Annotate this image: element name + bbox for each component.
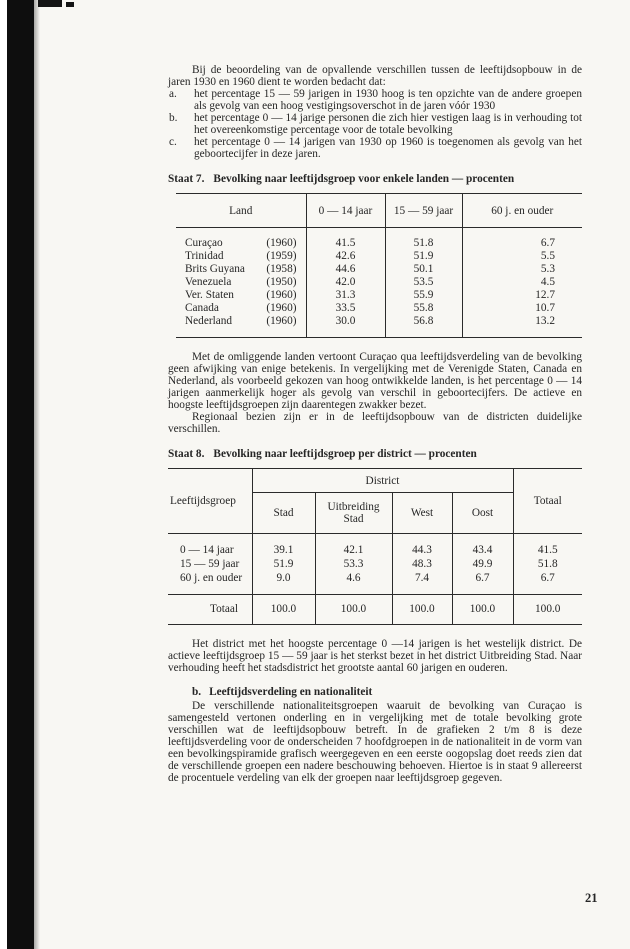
cell-value: 12.7	[462, 289, 582, 302]
land-year: (1960)	[266, 302, 297, 314]
cell-value: 55.9	[385, 289, 462, 302]
list-item-label: c.	[169, 136, 177, 148]
table-row	[176, 315, 582, 338]
land-name: Nederland	[185, 315, 233, 327]
staat7-title	[168, 173, 582, 185]
cell-value: 43.4	[452, 534, 513, 558]
cell-value: 6.7	[452, 571, 513, 595]
cell-value: 33.5	[306, 302, 385, 315]
column-header-land: Land	[176, 194, 306, 228]
list-item-text: het percentage 15 — 59 jarigen in 1930 hoog is ten opzichte van de andere groepen als gevolg van een hoog vestigingsoverschot in de jaren vóór 1930	[194, 88, 582, 112]
cell-value: 10.7	[462, 302, 582, 315]
cell-value: 41.5	[513, 534, 582, 558]
cell-value: 56.8	[385, 315, 462, 338]
list-item-c	[168, 136, 582, 160]
cell-rowlabel: 0 — 14 jaar	[180, 544, 234, 556]
cell-value: 31.3	[306, 289, 385, 302]
cell-value: 100.0	[315, 595, 392, 625]
table-row	[168, 557, 582, 571]
list-item-text: het percentage 0 — 14 jarige personen die zich hier vestigen laag is in verhouding tot het overeenkomstige percentage voor de totale bevolking	[194, 112, 582, 136]
column-header-totaal: Totaal	[513, 469, 582, 534]
land-year: (1950)	[266, 276, 297, 288]
table-row	[176, 228, 582, 251]
cell-value: 44.3	[392, 534, 452, 558]
column-header-oost: Oost	[452, 493, 513, 534]
land-year: (1960)	[266, 237, 297, 249]
column-header-0-14: 0 — 14 jaar	[306, 194, 385, 228]
table-row	[176, 250, 582, 263]
table-row	[176, 276, 582, 289]
list-item-b	[168, 112, 582, 136]
table-row	[168, 534, 582, 558]
cell-value: 5.5	[462, 250, 582, 263]
table-row	[176, 289, 582, 302]
cell-value: 30.0	[306, 315, 385, 338]
land-year: (1960)	[266, 289, 297, 301]
land-name: Canada	[185, 302, 219, 314]
cell-value: 100.0	[452, 595, 513, 625]
land-name: Ver. Staten	[185, 289, 234, 301]
intro-list	[168, 88, 582, 160]
cell-value: 42.1	[315, 534, 392, 558]
cell-value: 51.9	[385, 250, 462, 263]
cell-value: 51.8	[513, 557, 582, 571]
cell-value: 53.5	[385, 276, 462, 289]
page-number: 21	[585, 891, 598, 905]
cell-value: 39.1	[252, 534, 315, 558]
cell-value: 48.3	[392, 557, 452, 571]
body-paragraph: Het district met het hoogste percentage 0 —14 jarigen is het westelijk district. De actieve leeftijdsgroep 15 — 59 jaar is het sterkst bezet in het district Uitbreiding Stad. Naar verhouding heeft het stadsdistrict het grootste aantal 60 jarigen en ouderen.	[168, 638, 582, 674]
cell-value: 41.5	[306, 228, 385, 251]
cell-land	[176, 228, 306, 251]
staat8-table	[168, 468, 582, 625]
cell-value: 100.0	[252, 595, 315, 625]
cell-value: 55.8	[385, 302, 462, 315]
column-header-uitbreiding-stad: Uitbreiding Stad	[315, 493, 392, 534]
cell-value: 42.0	[306, 276, 385, 289]
cell-value: 44.6	[306, 263, 385, 276]
cell-land	[176, 276, 306, 289]
cell-rowlabel: Totaal	[168, 595, 252, 625]
intro-paragraph: Bij de beoordeling van de opvallende verschillen tussen de leeftijdsopbouw in de jaren 1930 en 1960 dient te worden bedacht dat:	[168, 64, 582, 88]
staat8-title-text: Bevolking naar leeftijdsgroep per district — procenten	[213, 448, 477, 460]
body-paragraph: De verschillende nationaliteitsgroepen waaruit de bevolking van Curaçao is samengesteld vertonen onderling en in vergelijking met de totale bevolking grote verschillen wat de leeftijdsopbouw betreft. In de grafieken 2 t/m 8 is deze leeftijdsverdeling voor de onderscheiden 7 hoofdgroepen in de nationaliteit in de vorm van een bevolkingspiramide grafisch weergegeven en een eerste oogopslag doet reeds zien dat de verschillende groepen een nadere beschouwing behoeven. Hiertoe is in staat 9 allereerst de procentuele verdeling van elk der groepen naar leeftijdsgroep gegeven.	[168, 700, 582, 784]
list-item-label: b.	[169, 112, 178, 124]
cell-value: 4.6	[315, 571, 392, 595]
cell-value: 100.0	[513, 595, 582, 625]
land-name: Brits Guyana	[185, 263, 245, 275]
cell-value: 6.7	[513, 571, 582, 595]
staat8-label: Staat 8.	[168, 448, 205, 460]
staat7-header-row	[176, 194, 582, 228]
land-year: (1960)	[266, 315, 297, 327]
table-row	[168, 571, 582, 595]
cell-land	[176, 302, 306, 315]
cell-land	[176, 250, 306, 263]
body-paragraph: Regionaal bezien zijn er in de leeftijdsopbouw van de districten duidelijke verschillen.	[168, 411, 582, 435]
cell-rowlabel: 60 j. en ouder	[180, 572, 243, 584]
cell-rowlabel: 15 — 59 jaar	[180, 558, 240, 570]
section-heading-b	[192, 686, 582, 698]
column-header-15-59: 15 — 59 jaar	[385, 194, 462, 228]
staat7-label: Staat 7.	[168, 173, 205, 185]
land-name: Curaçao	[185, 237, 223, 249]
document-page	[34, 0, 630, 949]
cell-value: 53.3	[315, 557, 392, 571]
list-item-label: a.	[169, 88, 177, 100]
page-content	[168, 64, 582, 784]
scan-gutter	[0, 0, 7, 949]
cell-value: 6.7	[462, 228, 582, 251]
column-group-district: District	[252, 469, 513, 493]
land-year: (1958)	[266, 263, 297, 275]
staat7-title-text: Bevolking naar leeftijdsgroep voor enkele landen — procenten	[213, 173, 515, 185]
column-header-leeftijdsgroep: Leeftijdsgroep	[168, 469, 252, 534]
cell-value: 5.3	[462, 263, 582, 276]
table-row	[176, 302, 582, 315]
cell-value: 49.9	[452, 557, 513, 571]
cell-value: 42.6	[306, 250, 385, 263]
column-header-stad: Stad	[252, 493, 315, 534]
cell-land	[176, 289, 306, 302]
cell-value: 51.8	[385, 228, 462, 251]
cell-value: 51.9	[252, 557, 315, 571]
book-binding-edge	[7, 0, 34, 949]
cell-value: 50.1	[385, 263, 462, 276]
staat7-table	[176, 193, 582, 338]
cell-value: 13.2	[462, 315, 582, 338]
cell-value: 7.4	[392, 571, 452, 595]
cell-land	[176, 315, 306, 338]
land-year: (1959)	[266, 250, 297, 262]
land-name: Venezuela	[185, 276, 232, 288]
land-name: Trinidad	[185, 250, 224, 262]
list-item-a	[168, 88, 582, 112]
staat8-title	[168, 448, 582, 460]
section-heading-label: b.	[192, 686, 202, 698]
list-item-text: het percentage 0 — 14 jarigen van 1930 op 1960 is toegenomen als gevolg van het geboortecijfer in deze jaren.	[194, 136, 582, 160]
cell-value: 100.0	[392, 595, 452, 625]
cell-land	[176, 263, 306, 276]
column-header-west: West	[392, 493, 452, 534]
cell-value: 9.0	[252, 571, 315, 595]
section-heading-text: Leeftijdsverdeling en nationaliteit	[209, 686, 373, 698]
cell-value: 4.5	[462, 276, 582, 289]
table-row	[176, 263, 582, 276]
staat8-header-row-1	[168, 469, 582, 493]
body-paragraph: Met de omliggende landen vertoont Curaçao qua leeftijdsverdeling van de bevolking geen afwijking van enige betekenis. In vergelijking met de Verenigde Staten, Canada en Nederland, als voorbeeld gekozen van hoog ontwikkelde landen, is het percentage 0 — 14 jarigen aanmerkelijk hoger als gevolg van verschil in geboortecijfers. De actieve en hoogste leeftijdsgroepen zijn daarentegen zwakker bezet.	[168, 351, 582, 411]
table-total-row	[168, 595, 582, 625]
column-header-60plus: 60 j. en ouder	[462, 194, 582, 228]
